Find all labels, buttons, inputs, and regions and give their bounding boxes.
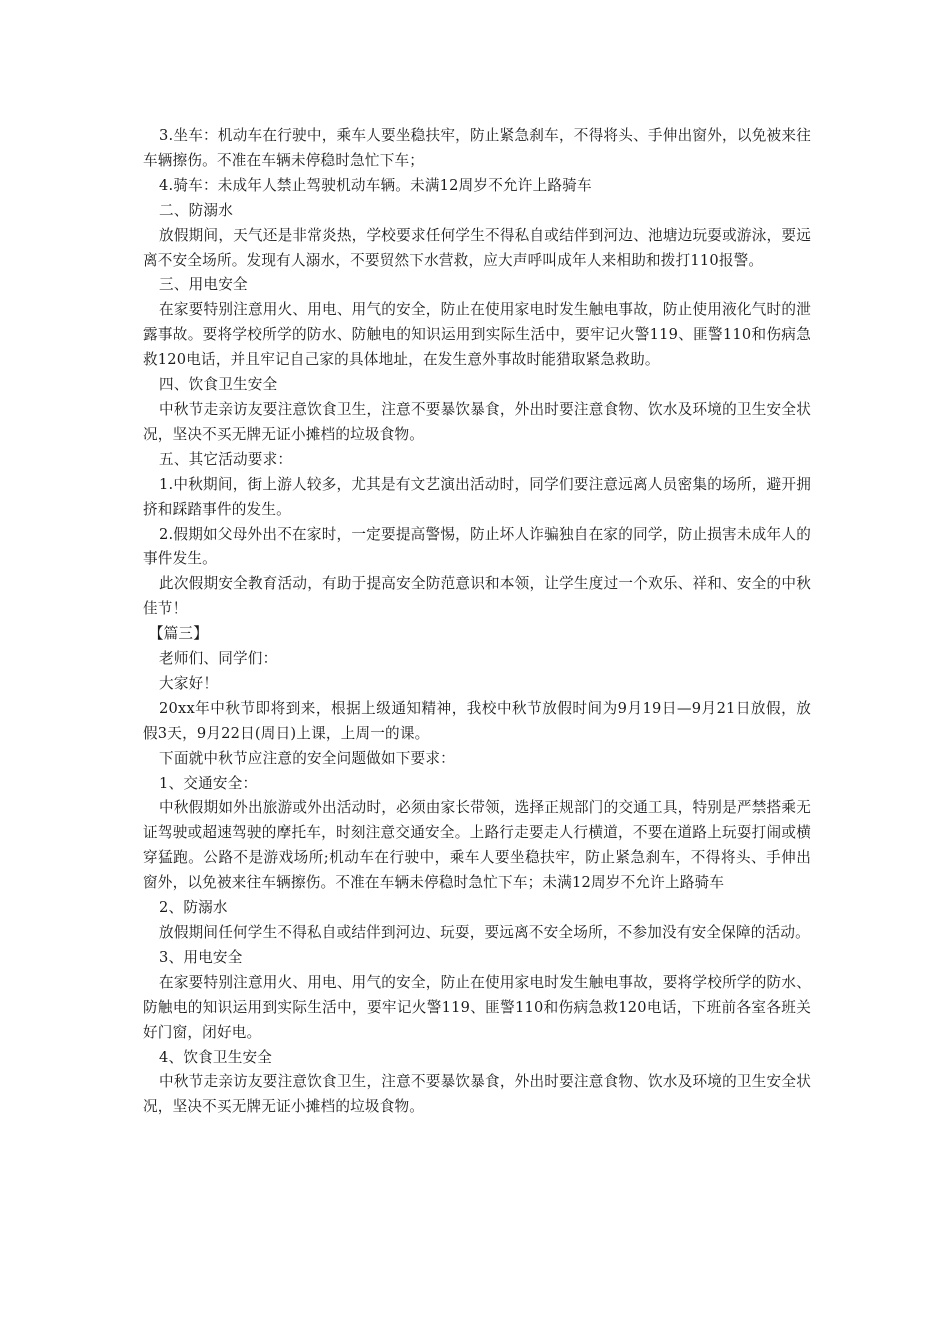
paragraph-hello: 大家好！ — [159, 674, 219, 692]
paragraph-traffic-safety: 中秋假期如外出旅游或外出活动时，必须由家长带领，选择正规部门的交通工具，特别是严禁搭乘无证驾驶或超速驾驶的摩托车，时刻注意交通安全。上路行走要走人行横道，不要在道路上玩耍打闹或横穿猛跑。公路不是游戏场所;机动车在行驶中，乘车人要坐稳扶牢，防止紧急刹车，不得将头、手伸出窗外，以免被来往车辆擦伤。不准在车辆未停稳时急忙下车；未满12周岁不允许上路骑车 — [143, 799, 811, 892]
heading-other-activities: 五、其它活动要求： — [159, 450, 293, 468]
heading-electric-safety-2: 3、用电安全 — [159, 948, 243, 966]
paragraph-crowds: 1.中秋期间，街上游人较多，尤其是有文艺演出活动时，同学们要注意远离人员密集的场所，避开拥挤和踩踏事件的发生。 — [143, 475, 811, 518]
paragraph-electric-safety-2: 在家要特别注意用火、用电、用气的安全，防止在使用家电时发生触电事故，要将学校所学的防水、防触电的知识运用到实际生活中，要牢记火警119、匪警110和伤病急救120电话，下班前各室各班关好门窗，闭好电。 — [143, 973, 811, 1041]
paragraph-food-safety: 中秋节走亲访友要注意饮食卫生，注意不要暴饮暴食，外出时要注意食物、饮水及环境的卫生安全状况，坚决不买无牌无证小摊档的垃圾食物。 — [143, 400, 811, 443]
heading-traffic-safety: 1、交通安全： — [159, 774, 258, 792]
paragraph-electric-safety: 在家要特别注意用火、用电、用气的安全，防止在使用家电时发生触电事故，防止使用液化气时的泄露事故。要将学校所学的防水、防触电的知识运用到实际生活中，要牢记火警119、匪警110和伤病急救120电话，并且牢记自己家的具体地址，在发生意外事故时能猎取紧急救助。 — [143, 301, 811, 369]
paragraph-riding-car: 3.坐车：机动车在行驶中，乘车人要坐稳扶牢，防止紧急刹车，不得将头、手伸出窗外，以免被来往车辆擦伤。不准在车辆未停稳时急忙下车； — [143, 127, 811, 169]
heading-electric-safety: 三、用电安全 — [159, 276, 248, 294]
paragraph-greeting-audience: 老师们、同学们： — [159, 650, 278, 668]
paragraph-anti-drowning-2: 放假期间任何学生不得私自或结伴到河边、玩耍，要远离不安全场所，不参加没有安全保障的活动。 — [159, 924, 810, 941]
heading-food-safety: 四、饮食卫生安全 — [159, 376, 278, 394]
heading-food-safety-2: 4、饮食卫生安全 — [159, 1048, 273, 1066]
document-page — [143, 124, 811, 1120]
paragraph-anti-drowning: 放假期间，天气还是非常炎热，学校要求任何学生不得私自或结伴到河边、池塘边玩耍或游泳，要远离不安全场所。发现有人溺水，不要贸然下水营救，应大声呼叫成年人来相助和拨打110报警。 — [143, 226, 811, 269]
paragraph-cycling: 4.骑车：未成年人禁止驾驶机动车辆。未满12周岁不允许上路骑车 — [159, 176, 592, 194]
section-title-part-three: 【篇三】 — [148, 625, 209, 643]
paragraph-home-alone: 2.假期如父母外出不在家时，一定要提高警惕，防止坏人诈骗独自在家的同学，防止损害未成年人的事件发生。 — [143, 525, 811, 568]
paragraph-requirements-intro: 下面就中秋节应注意的安全问题做如下要求： — [159, 749, 455, 767]
paragraph-closing: 此次假期安全教育活动，有助于提高安全防范意识和本领，让学生度过一个欢乐、祥和、安全的中秋佳节！ — [143, 575, 811, 618]
paragraph-food-safety-2: 中秋节走亲访友要注意饮食卫生，注意不要暴饮暴食，外出时要注意食物、饮水及环境的卫生安全状况，坚决不买无牌无证小摊档的垃圾食物。 — [143, 1073, 811, 1116]
heading-anti-drowning-2: 2、防溺水 — [159, 899, 228, 917]
paragraph-holiday-schedule: 20xx年中秋节即将到来，根据上级通知精神，我校中秋节放假时间为9月19日—9月21日放假，放假3天，9月22日(周日)上课，上周一的课。 — [143, 699, 811, 742]
heading-anti-drowning: 二、防溺水 — [159, 201, 234, 219]
